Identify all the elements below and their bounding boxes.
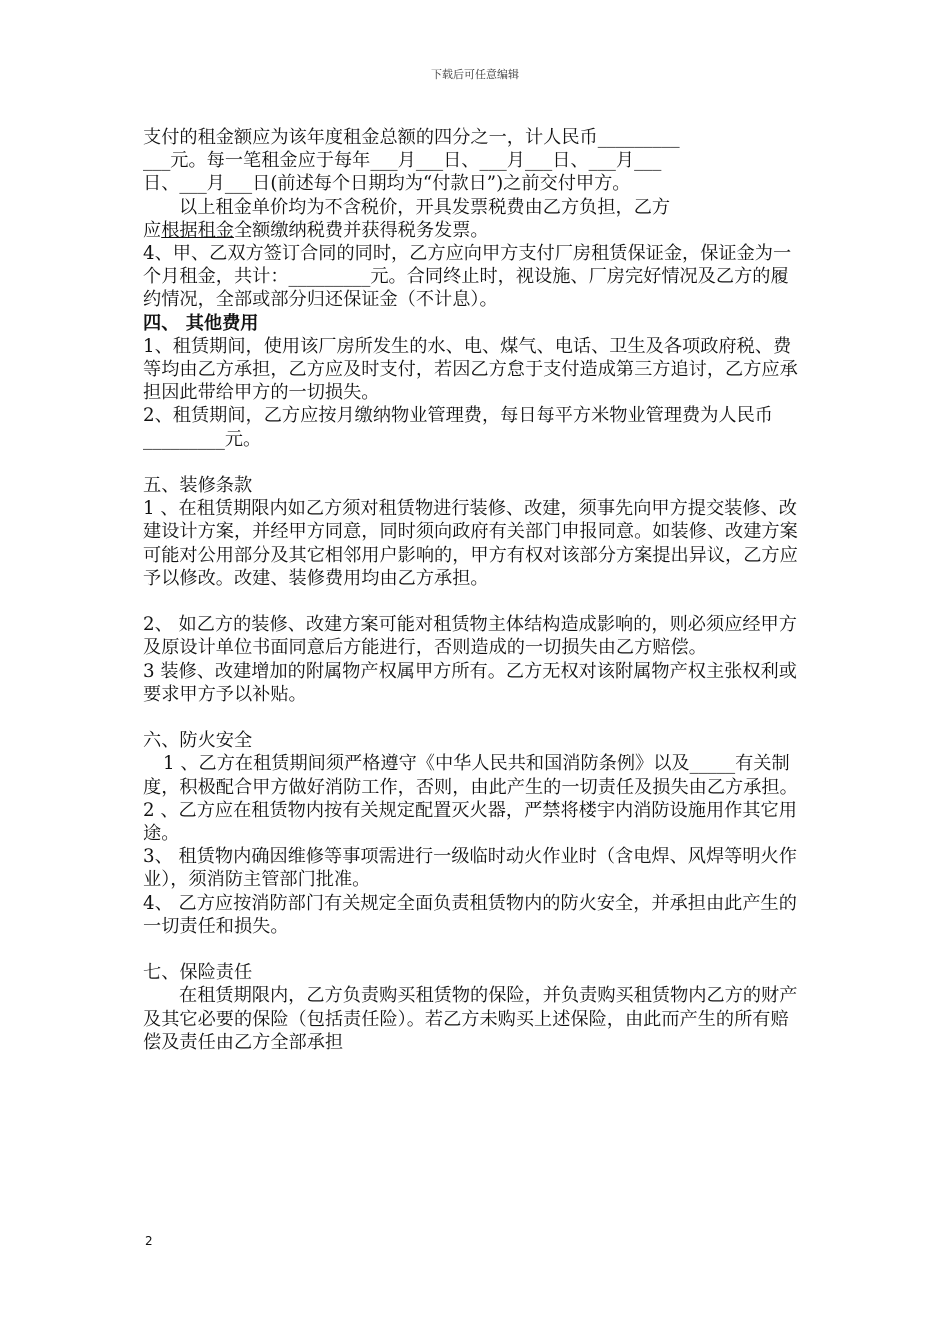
document-body [143,126,803,1054]
section-heading-7: 七、保险责任 [143,962,253,984]
fire-safety-clause-1: 1 、乙方在租赁期间须严格遵守《中华人民共和国消防条例》以及_____有关制度，积极配合甲方做好消防工作，否则，由此产生的一切责任及损失由乙方承担。 [143,753,798,798]
tax-paragraph: 以上租金单价均为不含税价，开具发票税费由乙方负担，乙方 [179,196,671,218]
insurance-clause: 在租赁期限内，乙方负责购买租赁物的保险，并负责购买租赁物内乙方的财产及其它必要的保险（包括责任险）。若乙方未购买上述保险，由此而产生的所有赔偿及责任由乙方全部承担 [143,985,798,1053]
renovation-clause-3: 3 装修、改建增加的附属物产权属甲方所有。乙方无权对该附属物产权主张权利或要求甲方予以补贴。 [143,660,797,705]
tax-text-c: 全额缴纳税费并获得税务发票。 [233,219,489,241]
payment-day-line: 日、___月___日(前述每个日期均为“付款日”)之前交付甲方。 [143,173,631,195]
tax-paragraph-cont [143,219,803,242]
fire-safety-clause-4: 4、 乙方应按消防部门有关规定全面负责租赁物内的防火安全，并承担由此产生的一切责任和损失。 [143,892,797,937]
section-heading-5: 五、装修条款 [143,475,253,497]
page-number: 2 [145,1234,153,1248]
fire-safety-clause-2: 2 、乙方应在租赁物内按有关规定配置灭火器，严禁将楼宇内消防设施用作其它用途。 [143,799,797,845]
other-fees-clause-1: 1、租赁期间，使用该厂房所发生的水、电、煤气、电话、卫生及各项政府税、费等均由乙方承担，乙方应及时支付，若因乙方怠于支付造成第三方追讨，乙方应承担因此带给甲方的一切损失。 [143,335,798,404]
rent-amount-line: 支付的租金额应为该年度租金总额的四分之一，计人民币_________ [143,127,680,148]
fire-safety-clause-3: 3、 租赁物内确因维修等事项需进行一级临时动火作业时（含电焊、风焊等明火作业），须消防主管部门批准。 [143,846,797,891]
underlined-term: 根据租金 [161,219,234,241]
renovation-clause-1: 1 、在租赁期限内如乙方须对租赁物进行装修、改建，须事先向甲方提交装修、改建设计方案，并经甲方同意，同时须向政府有关部门申报同意。如装修、改建方案可能对公用部分及其它相邻用户影响的，甲方有权对该部分方案提出异议，乙方应予以修改。改建、装修费用均由乙方承担。 [143,498,798,589]
tax-text-a: 应 [143,219,162,241]
deposit-clause: 4、甲、乙双方签订合同的同时，乙方应向甲方支付厂房租赁保证金，保证金为一个月租金，共计：_________元。合同终止时，视设施、厂房完好情况及乙方的履约情况，全部或部分归还保证金（不计息）。 [143,243,792,311]
other-fees-clause-2: 2、租赁期间，乙方应按月缴纳物业管理费，每日每平方米物业管理费为人民币_________元。 [143,405,773,450]
page-header: 下载后可任意编辑 [431,68,519,81]
section-heading-6: 六、防火安全 [143,730,253,752]
renovation-clause-2: 2、 如乙方的装修、改建方案可能对租赁物主体结构造成影响的，则必须应经甲方及原设计单位书面同意后方能进行，否则造成的一切损失由乙方赔偿。 [143,614,797,659]
section-heading-4: 四、 其他费用 [143,312,259,334]
payment-dates-line: ___元。每一笔租金应于每年___月___日、___月___日、___月___ [143,150,662,172]
